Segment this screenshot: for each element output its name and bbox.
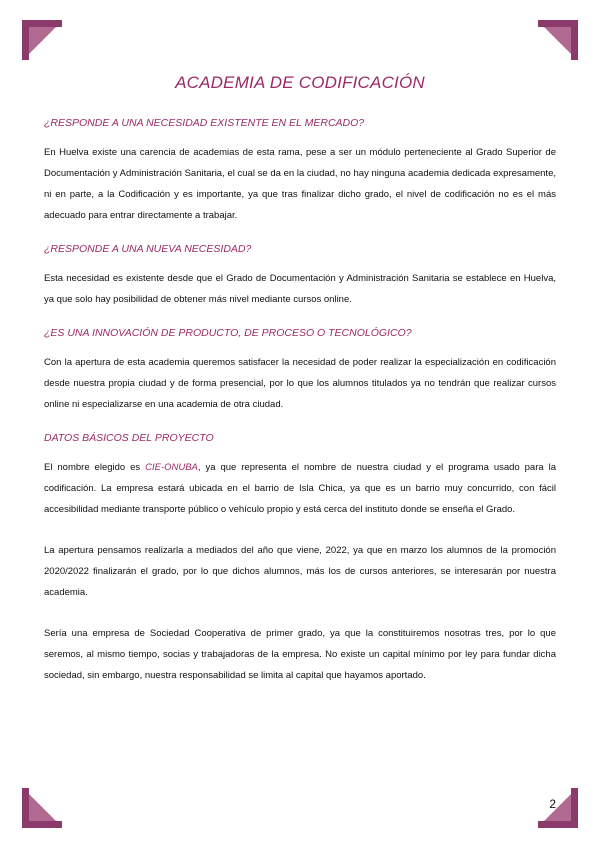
paragraph-text: El nombre elegido es — [44, 462, 146, 473]
section-heading-innovation: ¿ES UNA INNOVACIÓN DE PRODUCTO, DE PROCESO O TECNOLÓGICO? — [44, 327, 412, 339]
project-name: CIE-ONUBA — [145, 462, 198, 473]
page-number: 2 — [549, 797, 556, 811]
document-body — [44, 116, 556, 686]
section-paragraph-innovation: Con la apertura de esta academia queremos satisfacer la necesidad de poder realizar la especialización en codificación desde nuestra propia ciudad y de forma presencial, por lo que los alumnos titulados ya no tendrán que realizar cursos online ni especializarse en una academia de otra ciudad. — [44, 357, 556, 410]
section-paragraph-new-need: Esta necesidad es existente desde que el Grado de Documentación y Administración Sanitaria se establece en Huelva, ya que solo hay posibilidad de obtener más nivel mediante cursos online. — [44, 273, 556, 305]
corner-ornament-bottom-left — [22, 788, 62, 828]
document-title: ACADEMIA DE CODIFICACIÓN — [175, 73, 425, 92]
section-paragraph-market-need: En Huelva existe una carencia de academias de esta rama, pese a ser un módulo perteneciente al Grado Superior de Documentación y Administración Sanitaria, el cual se da en la ciudad, no hay ninguna academia dedicada expresamente, ni en parte, a la Codificación y es importante, ya que tras finalizar dicho grado, el nivel de codificación no es el más adecuado para entrar directamente a trabajar. — [44, 147, 556, 221]
corner-ornament-top-left — [22, 20, 62, 60]
section-paragraph-company-type: Sería una empresa de Sociedad Cooperativa de primer grado, ya que la constituiremos nosotras tres, por lo que seremos, al mismo tiempo, socias y trabajadoras de la empresa. No existe un capital mínimo por ley para fundar dicha sociedad, sin embargo, nuestra responsabilidad se limita al capital que hayamos aportado. — [44, 628, 556, 681]
section-heading-basic-data: DATOS BÁSICOS DEL PROYECTO — [44, 432, 214, 444]
section-heading-market-need: ¿RESPONDE A UNA NECESIDAD EXISTENTE EN EL MERCADO? — [44, 117, 365, 129]
section-paragraph-project-name — [44, 457, 556, 520]
corner-ornament-bottom-right — [538, 788, 578, 828]
paragraph-text: , ya que representa el nombre de nuestra ciudad y el programa usado para la codificación. La empresa estará ubicada en el barrio de Isla Chica, ya que es un barrio muy concurrido, con fácil accesibilidad mediante transporte público o vehículo propio y está cerca del instituto donde se enseña el Grado. — [44, 462, 556, 515]
corner-ornament-top-right — [538, 20, 578, 60]
section-heading-new-need: ¿RESPONDE A UNA NUEVA NECESIDAD? — [44, 243, 252, 255]
section-paragraph-opening-date: La apertura pensamos realizarla a mediados del año que viene, 2022, ya que en marzo los alumnos de la promoción 2020/2022 finalizarán el grado, por lo que dichos alumnos, más los de cursos anteriores, se interesarán por nuestra academia. — [44, 545, 556, 598]
